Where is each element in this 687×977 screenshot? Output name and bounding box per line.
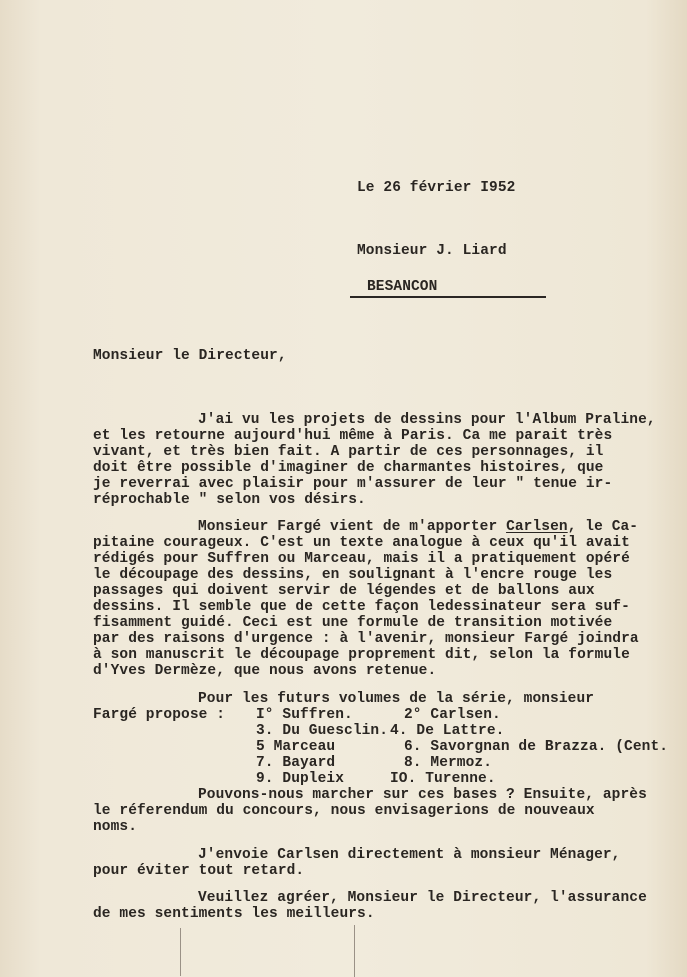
paragraph-4-line: J'envoie Carlsen directement à monsieur Ménager, [198,847,621,863]
salutation: Monsieur le Directeur, [93,348,287,364]
paragraph-1-line: réprochable " selon vos désirs. [93,492,366,508]
closing-line: de mes sentiments les meilleurs. [93,906,375,922]
city-underline [350,296,546,298]
volume-list-item: 7. Bayard [256,755,336,771]
paragraph-2-line: fisamment guidé. Ceci est une formule de transition motivée [93,615,613,631]
paragraph-2-text: , le Ca- [567,519,639,535]
volume-list-item: IO. Turenne. [390,771,496,787]
paragraph-3-line: le réferendum du concours, nous envisagerions de nouveaux [93,803,595,819]
paragraph-1-line: vivant, et très bien fait. A partir de ces personnages, il [93,444,604,460]
paragraph-1-line: et les retourne aujourd'hui même à Paris. Ca me parait très [93,428,613,444]
paragraph-2-line: à son manuscrit le découpage proprement dit, selon la formule [93,647,630,663]
paragraph-1-line: je reverrai avec plaisir pour m'assurer de leur " tenue ir- [93,476,613,492]
paragraph-2-line [198,520,638,535]
paragraph-2-line: le découpage des dessins, en soulignant à l'encre rouge les [93,567,613,583]
paragraph-3-line: Pouvons-nous marcher sur ces bases ? Ensuite, après [198,787,647,803]
paragraph-2-line: d'Yves Dermèze, que nous avons retenue. [93,663,437,679]
paragraph-2-line: par des raisons d'urgence : à l'avenir, monsieur Fargé joindra [93,631,639,647]
paragraph-2-line: dessins. Il semble que de cette façon ledessinateur sera suf- [93,599,630,615]
paragraph-2-line: rédigés pour Suffren ou Marceau, mais il a pratiquement opéré [93,551,630,567]
volume-list-item: 5 Marceau [256,739,336,755]
volume-list-item: 9. Dupleix [256,771,345,787]
volume-list-item: 8. Mermoz. [404,755,493,771]
paragraph-2-line: passages qui doivent servir de légendes et de ballons aux [93,583,595,599]
paragraph-3-lead: Fargé propose : [93,707,226,723]
volume-list-item: 4. De Lattre. [390,723,505,739]
letter-date: Le 26 février I952 [357,180,516,196]
pen-mark [180,928,181,976]
paragraph-3-line: noms. [93,819,138,835]
paragraph-2-line: pitaine courageux. C'est un texte analogue à ceux qu'il avait [93,535,630,551]
volume-list-item: 2° Carlsen. [404,707,501,723]
paragraph-4-line: pour éviter tout retard. [93,863,305,879]
paragraph-3-intro: Pour les futurs volumes de la série, monsieur [198,691,595,707]
paragraph-1-line: J'ai vu les projets de dessins pour l'Album Praline, [198,412,656,428]
volume-list-item: 6. Savorgnan de Brazza. (Cent. [404,739,669,755]
volume-list-item: I° Suffren. [256,707,353,723]
closing-line: Veuillez agréer, Monsieur le Directeur, l'assurance [198,890,647,906]
recipient-city: BESANCON [367,279,438,295]
paragraph-1-line: doit être possible d'imaginer de charmantes histoires, que [93,460,604,476]
recipient-name: Monsieur J. Liard [357,243,507,259]
volume-list-item: 3. Du Guesclin. [256,723,389,739]
paragraph-2-text: Monsieur Fargé vient de m'apporter [198,519,507,535]
pen-mark [354,925,355,977]
book-title-carlsen: Carlsen [506,519,568,535]
